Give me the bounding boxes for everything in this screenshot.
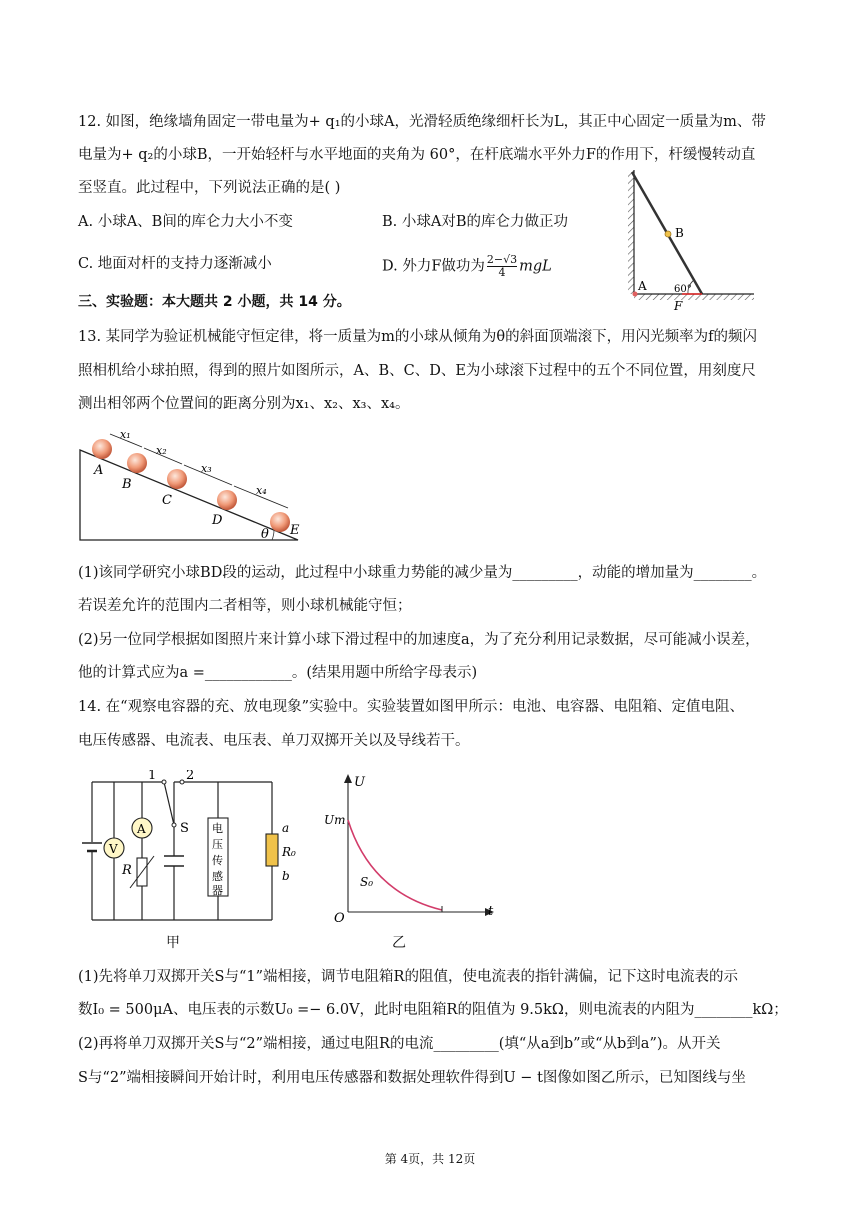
label-b: B xyxy=(675,226,684,240)
switch-pivot xyxy=(172,823,176,827)
label-b: B xyxy=(122,477,132,492)
q14-sub1-line-1: (1)先将单刀双掷开关S与“1”端相接，调节电阻箱R的阻值，使电流表的指针满偏，记下这时电流表的示 xyxy=(78,969,738,985)
q13-line-1: 13. 某同学为验证机械能守恒定律，将一质量为m的小球从倾角为θ的斜面顶端滚下，用闪光频率为f的频闪 xyxy=(78,329,758,345)
sensor-char-2: 压 xyxy=(212,838,223,851)
q13-incline-figure xyxy=(76,424,306,546)
switch-label-2: 2 xyxy=(186,770,195,783)
q14-line-1: 14. 在“观察电容器的充、放电现象”实验中。实验装置如图甲所示：电池、电容器、电阻箱、定值电阻、 xyxy=(78,699,744,715)
ball-c xyxy=(167,469,187,489)
q14-sub2-line-1: (2)再将单刀双掷开关S与“2”端相接，通过电阻R的电流_________(填“从a到b”或“从b到a”)。从开关 xyxy=(78,1036,721,1052)
circuit-caption: 甲 xyxy=(166,935,180,951)
y-axis-label: U xyxy=(354,775,365,790)
angle-label: 60° xyxy=(674,284,692,295)
theta-label: θ xyxy=(261,527,269,542)
graph-caption: 乙 xyxy=(392,935,406,951)
q12-option-b: B. 小球A对B的库仑力做正功 xyxy=(382,214,568,230)
area-label: S₀ xyxy=(360,875,374,889)
q14-circuit-figure xyxy=(76,770,302,930)
q13-sub2-line-2: 他的计算式应为a =____________。(结果用题中所给字母表示) xyxy=(78,665,478,681)
ammeter-label: A xyxy=(137,822,146,836)
sensor-char-5: 器 xyxy=(212,884,223,897)
label-a: A xyxy=(94,463,104,478)
label-b: b xyxy=(282,869,290,883)
ball-b xyxy=(127,453,147,473)
q13-sub2-line-1: (2)另一位同学根据如图照片来计算小球下滑过程中的加速度a，为了充分利用记录数据，尽可能减小误差， xyxy=(78,632,760,648)
switch-label-1: 1 xyxy=(148,770,157,783)
sensor-char-4: 感 xyxy=(212,870,223,883)
q12-option-d-suffix: mgL xyxy=(519,258,552,275)
label-f: F xyxy=(674,299,683,313)
label-a: a xyxy=(282,821,290,835)
q12-option-a: A. 小球A、B间的库仑力大小不变 xyxy=(78,214,293,230)
ball-e xyxy=(270,512,290,532)
q13-sub1-line-1: (1)该同学研究小球BD段的运动，此过程中小球重力势能的减少量为_________，动能的增加量为________。 xyxy=(78,565,767,581)
r0-resistor xyxy=(266,834,278,866)
label-x1: x₁ xyxy=(120,428,131,441)
switch-label-s: S xyxy=(180,821,189,836)
x-axis-label: t xyxy=(488,904,494,919)
theta-arc xyxy=(272,530,274,540)
origin-label: O xyxy=(334,911,345,926)
q14-line-2: 电压传感器、电流表、电压表、单刀双掷开关以及导线若干。 xyxy=(78,733,470,749)
fraction-denominator: 4 xyxy=(498,266,506,279)
sensor-char-3: 传 xyxy=(212,854,223,867)
q12-line-3: 至竖直。此过程中，下列说法正确的是( ) xyxy=(78,180,341,196)
q12-line-1: 12. 如图，绝缘墙角固定一带电量为+ q₁的小球A，光滑轻质绝缘细杆长为L，其正中心固定一质量为m、带 xyxy=(78,114,766,130)
page-footer: 第 4页，共 12页 xyxy=(384,1152,476,1166)
q13-line-2: 照相机给小球拍照，得到的照片如图所示，A、B、C、D、E为小球滚下过程中的五个不同位置，用刻度尺 xyxy=(78,363,756,379)
label-x2: x₂ xyxy=(156,444,167,457)
label-a: A xyxy=(638,279,647,293)
ball-a xyxy=(92,439,112,459)
q13-sub1-line-2: 若误差允许的范围内二者相等，则小球机械能守恒； xyxy=(78,598,412,614)
q13-line-3: 测出相邻两个位置间的距离分别为x₁、x₂、x₃、x₄。 xyxy=(78,396,410,412)
label-x4: x₄ xyxy=(256,484,267,497)
switch-terminal-1 xyxy=(162,780,166,784)
voltmeter-label: V xyxy=(109,842,118,856)
switch-terminal-2 xyxy=(180,780,184,784)
q14-ut-graph xyxy=(322,770,502,930)
section-3-heading: 三、实验题：本大题共 2 小题，共 14 分。 xyxy=(78,294,351,310)
q12-option-d xyxy=(382,254,552,279)
ball-b xyxy=(665,231,671,237)
y-axis-arrow xyxy=(344,774,352,783)
q12-option-d-prefix: D. 外力F做功为 xyxy=(382,258,485,275)
um-label: Um xyxy=(324,813,346,827)
wall-hatch xyxy=(628,170,634,294)
q12-option-d-fraction xyxy=(487,254,517,279)
q14-sub2-line-2: S与“2”端相接瞬间开始计时，利用电压传感器和数据处理软件得到U − t图像如图乙所示，已知图线与坐 xyxy=(78,1070,746,1086)
label-x3: x₃ xyxy=(201,462,212,475)
q12-option-c: C. 地面对杆的支持力逐渐减小 xyxy=(78,256,272,272)
q12-line-2: 电量为+ q₂的小球B，一开始轻杆与水平地面的夹角为 60°，在杆底端水平外力F的作用下，杆缓慢转动直 xyxy=(78,147,756,163)
label-r0: R₀ xyxy=(282,845,296,859)
sensor-char-1: 电 xyxy=(212,822,223,835)
ball-d xyxy=(217,490,237,510)
resistor-label: R xyxy=(122,863,132,878)
fraction-numerator: 2−√3 xyxy=(486,253,518,266)
discharge-curve xyxy=(348,820,442,910)
label-e: E xyxy=(290,523,300,538)
q14-sub1-line-2: 数I₀ = 500μA、电压表的示数U₀ =− 6.0V，此时电阻箱R的阻值为 9.5kΩ，则电流表的内阻为________kΩ； xyxy=(78,1002,788,1018)
label-c: C xyxy=(162,493,172,508)
ball-a xyxy=(633,292,638,297)
ground-hatch xyxy=(634,294,754,300)
label-d: D xyxy=(212,513,223,528)
q12-figure xyxy=(622,168,762,313)
